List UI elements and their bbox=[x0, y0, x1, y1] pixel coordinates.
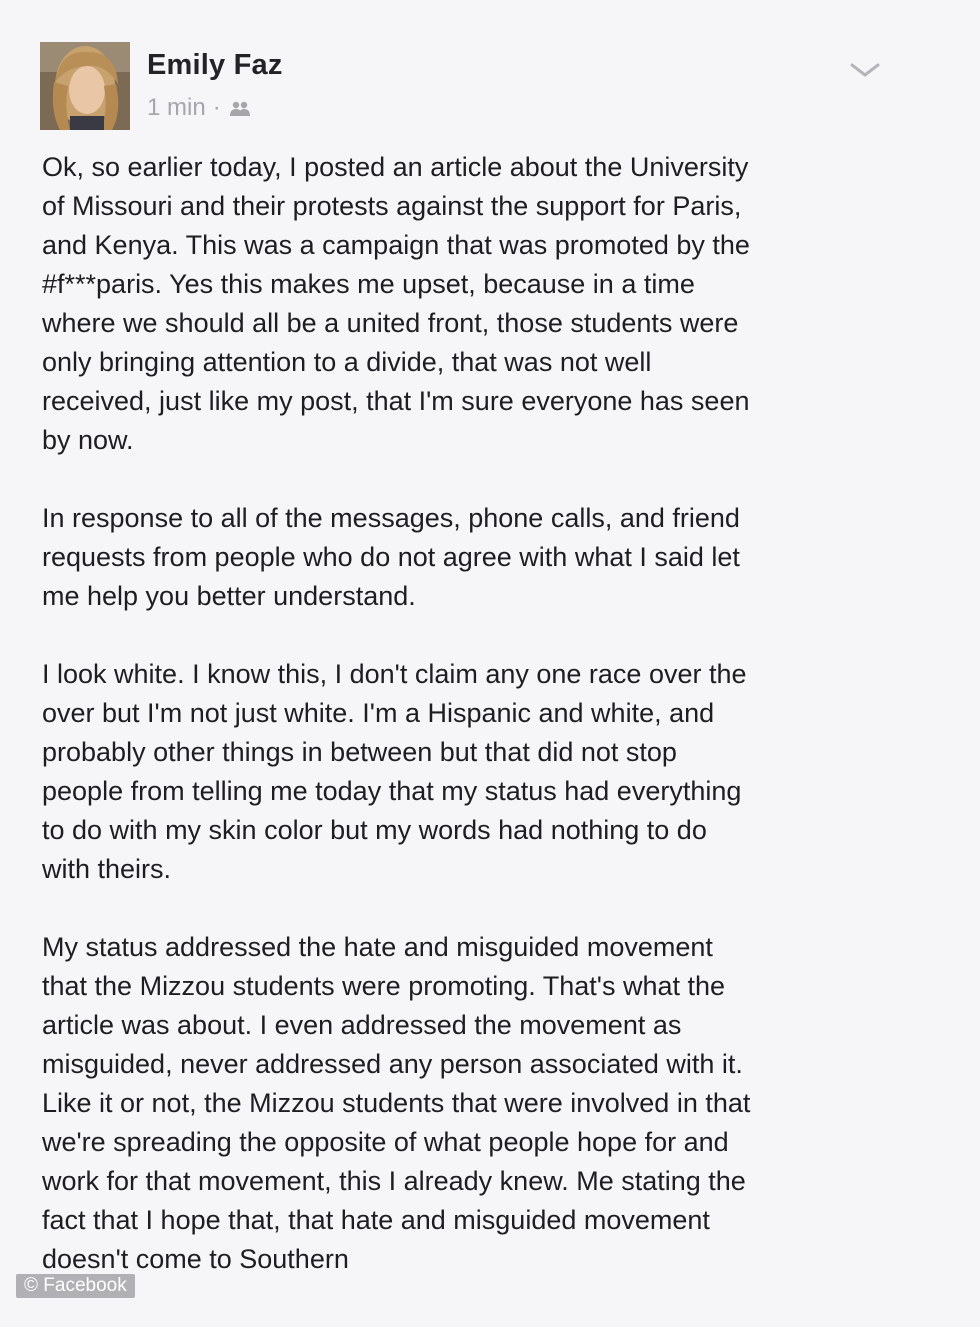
post-paragraph bbox=[42, 499, 912, 616]
post-text-line: and Kenya. This was a campaign that was promoted by the bbox=[42, 230, 750, 260]
post-text-line: article was about. I even addressed the movement as bbox=[42, 1010, 682, 1040]
post-text-line: I look white. I know this, I don't claim any one race over the bbox=[42, 659, 747, 689]
post-paragraph bbox=[42, 928, 912, 1279]
chevron-down-icon[interactable] bbox=[848, 60, 882, 80]
post-text-line: by now. bbox=[42, 425, 134, 455]
author-name[interactable]: Emily Faz bbox=[147, 49, 283, 81]
meta-separator: · bbox=[212, 94, 221, 121]
timestamp[interactable]: 1 min bbox=[147, 94, 206, 121]
post-text-line: to do with my skin color but my words had nothing to do bbox=[42, 815, 707, 845]
post-text-line: requests from people who do not agree with what I said let bbox=[42, 542, 740, 572]
post-body bbox=[42, 148, 912, 1279]
post-text-line: probably other things in between but that did not stop bbox=[42, 737, 677, 767]
post-text-line: of Missouri and their protests against the support for Paris, bbox=[42, 191, 742, 221]
post-text-line: only bringing attention to a divide, that was not well bbox=[42, 347, 652, 377]
post-text-line: misguided, never addressed any person associated with it. bbox=[42, 1049, 743, 1079]
post-paragraph bbox=[42, 148, 912, 460]
post-text-line: #f***paris. Yes this makes me upset, because in a time bbox=[42, 269, 695, 299]
post-text-line: we're spreading the opposite of what people hope for and bbox=[42, 1127, 729, 1157]
friends-icon[interactable] bbox=[228, 98, 252, 118]
post-paragraph bbox=[42, 655, 912, 889]
post-text-line: people from telling me today that my status had everything bbox=[42, 776, 742, 806]
post-text-line: me help you better understand. bbox=[42, 581, 416, 611]
post-text-line: Ok, so earlier today, I posted an article about the University bbox=[42, 152, 749, 182]
post-text-line: with theirs. bbox=[42, 854, 172, 884]
post-text-line: My status addressed the hate and misguided movement bbox=[42, 932, 713, 962]
facebook-watermark: © Facebook bbox=[16, 1274, 135, 1298]
post-meta bbox=[147, 94, 252, 122]
post-text-line: over but I'm not just white. I'm a Hispanic and white, and bbox=[42, 698, 715, 728]
post-text-line: received, just like my post, that I'm sure everyone has seen bbox=[42, 386, 750, 416]
avatar[interactable] bbox=[40, 42, 130, 130]
post-text-line: work for that movement, this I already knew. Me stating the bbox=[42, 1166, 746, 1196]
post-text-line: Like it or not, the Mizzou students that were involved in that bbox=[42, 1088, 751, 1118]
post-text-line: where we should all be a united front, those students were bbox=[42, 308, 739, 338]
post-text-line: In response to all of the messages, phone calls, and friend bbox=[42, 503, 740, 533]
post-text-line: that the Mizzou students were promoting. That's what the bbox=[42, 971, 726, 1001]
post-text-line: doesn't come to Southern bbox=[42, 1244, 349, 1274]
post-text-line: fact that I hope that, that hate and misguided movement bbox=[42, 1205, 710, 1235]
